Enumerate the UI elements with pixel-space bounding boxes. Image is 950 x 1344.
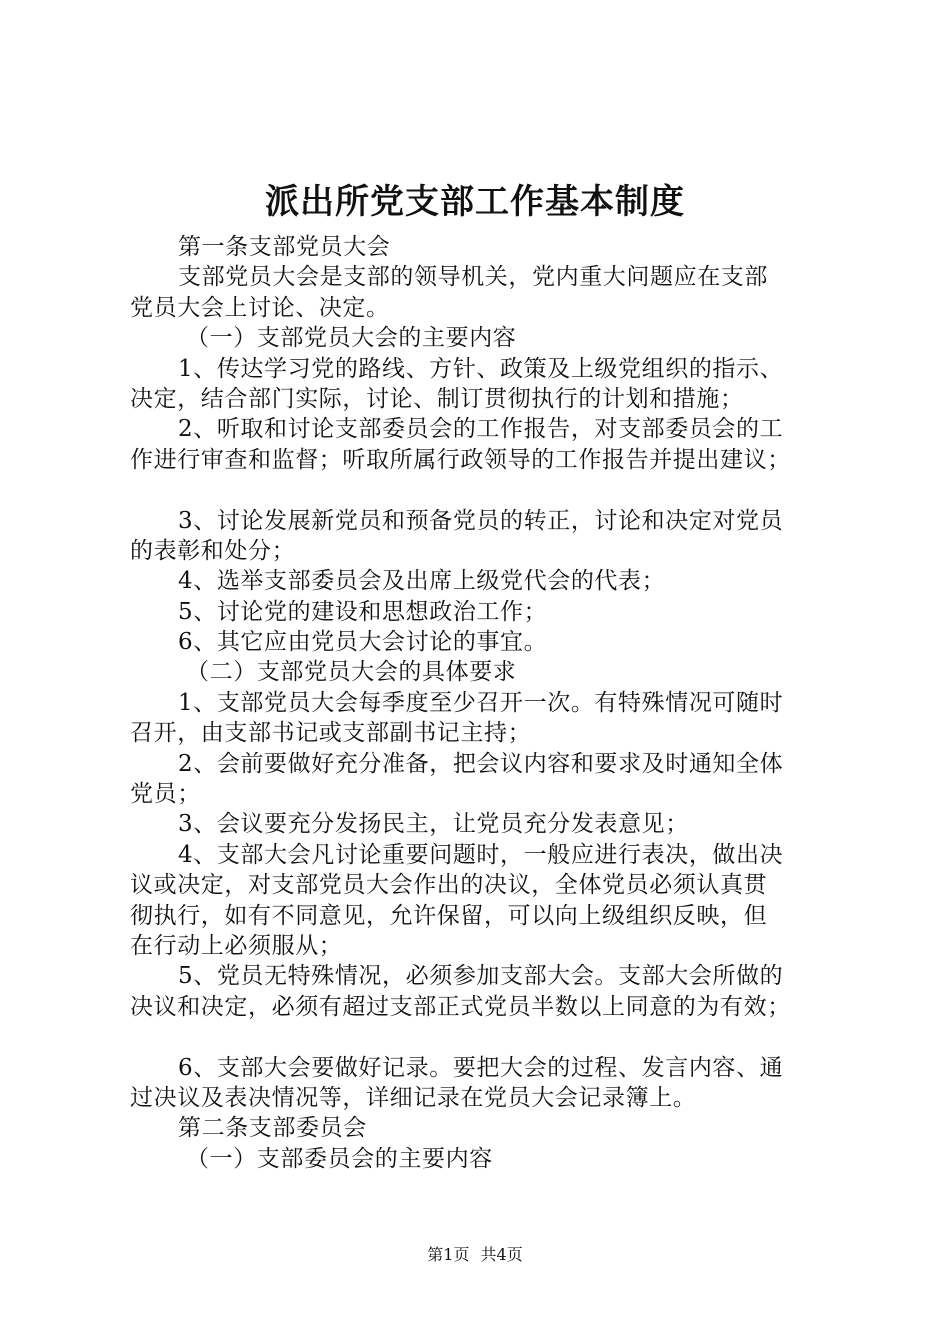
list-item-line: 决定，结合部门实际，讨论、制订贯彻执行的计划和措施；: [130, 385, 744, 412]
list-item-line: 作进行审查和监督；听取所属行政领导的工作报告并提出建议；: [130, 446, 791, 473]
list-item-line: 议或决定，对支部党员大会作出的决议，全体党员必须认真贯: [130, 872, 768, 899]
list-item-line: 在行动上必须服从；: [130, 932, 343, 959]
page-footer: [0, 1244, 950, 1266]
article-heading: 第一条支部党员大会: [178, 234, 391, 260]
document-body: [130, 232, 842, 1174]
list-item-line: 党员；: [130, 781, 201, 808]
list-item-line: 6、其它应由党员大会讨论的事宜。: [178, 629, 548, 656]
paragraph-line: 支部党员大会是支部的领导机关，党内重大问题应在支部: [178, 264, 768, 291]
list-item-line: 4、选举支部委员会及出席上级党代会的代表；: [178, 568, 666, 595]
list-item-line: 1、支部党员大会每季度至少召开一次。有特殊情况可随时: [178, 689, 784, 716]
page-number: 第1页: [427, 1245, 470, 1264]
document-title: 派出所党支部工作基本制度: [265, 182, 685, 222]
blank-line: [130, 475, 842, 505]
list-item-line: 彻执行，如有不同意见，允许保留，可以向上级组织反映，但: [130, 902, 768, 929]
list-item-line: 5、党员无特殊情况，必须参加支部大会。支部大会所做的: [178, 963, 784, 990]
list-item-line: 6、支部大会要做好记录。要把大会的过程、发言内容、通: [178, 1054, 784, 1081]
list-item-line: 3、会议要充分发扬民主，让党员充分发表意见；: [178, 811, 689, 838]
list-item-line: 2、听取和讨论支部委员会的工作报告，对支部委员会的工: [178, 416, 784, 443]
section-heading: （一）支部党员大会的主要内容: [186, 325, 517, 352]
list-item-line: 5、讨论党的建设和思想政治工作；: [178, 598, 548, 625]
page-total: 共4页: [480, 1245, 523, 1264]
list-item-line: 3、讨论发展新党员和预备党员的转正，讨论和决定对党员: [178, 507, 784, 534]
list-item-line: 2、会前要做好充分准备，把会议内容和要求及时通知全体: [178, 750, 784, 777]
list-item-line: 的表彰和处分；: [130, 537, 296, 564]
list-item-line: 4、支部大会凡讨论重要问题时，一般应进行表决，做出决: [178, 841, 784, 868]
list-item-line: 召开，由支部书记或支部副书记主持；: [130, 720, 532, 747]
section-heading: （一）支部委员会的主要内容: [186, 1145, 493, 1172]
blank-line: [130, 1022, 842, 1052]
list-item-line: 1、传达学习党的路线、方针、政策及上级党组织的指示、: [178, 355, 784, 382]
section-heading: （二）支部党员大会的具体要求: [186, 659, 517, 686]
list-item-line: 过决议及表决情况等，详细记录在党员大会记录簿上。: [130, 1084, 697, 1111]
list-item-line: 决议和决定，必须有超过支部正式党员半数以上同意的为有效；: [130, 993, 791, 1020]
article-heading: 第二条支部委员会: [178, 1115, 367, 1142]
paragraph-line: 党员大会上讨论、决定。: [130, 294, 390, 321]
